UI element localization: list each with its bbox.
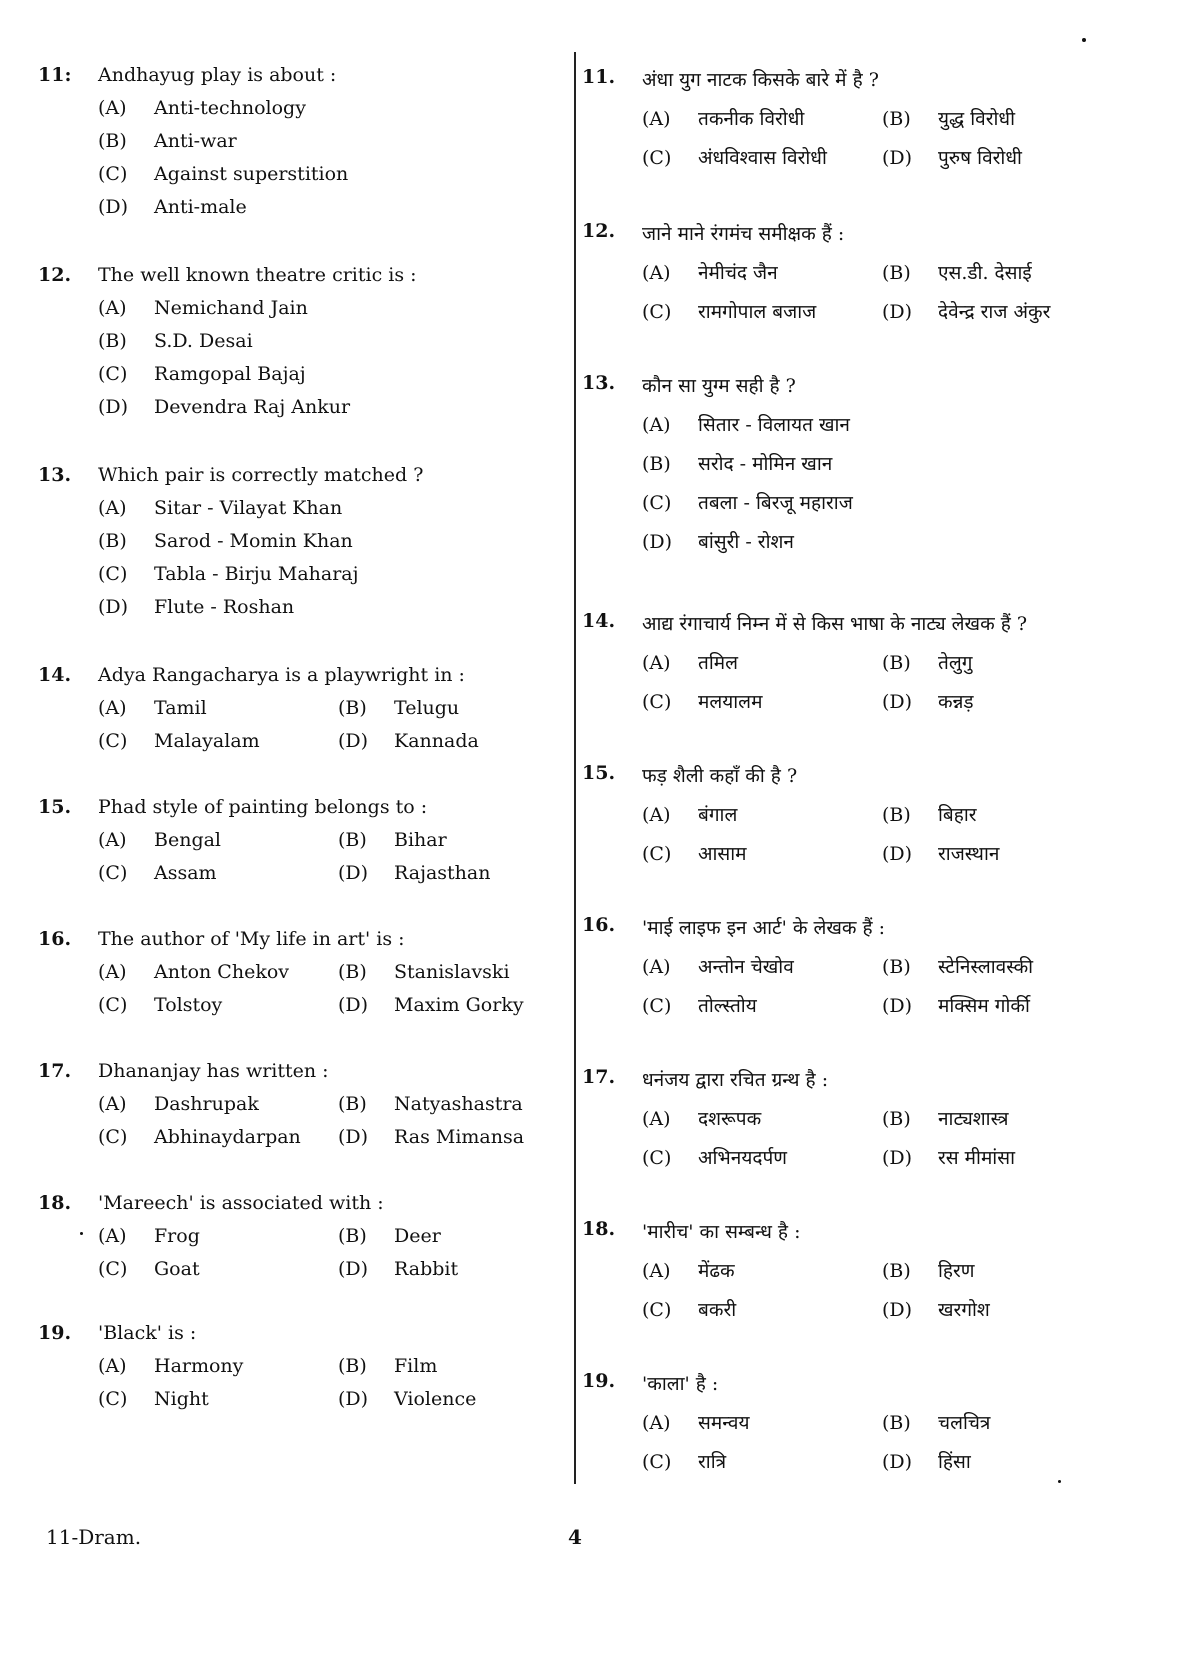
question-stem: Which pair is correctly matched ?	[98, 464, 424, 486]
option-text: मलयालम	[698, 691, 763, 713]
option-a	[98, 961, 289, 983]
option-text: दशरूपक	[698, 1108, 762, 1130]
option-label: (C)	[642, 691, 672, 713]
option-label: (B)	[882, 262, 911, 284]
option-label: (B)	[882, 1108, 911, 1130]
question-stem: 'Black' is :	[98, 1322, 197, 1344]
question-stem: The author of 'My life in art' is :	[98, 928, 405, 950]
option-b	[642, 450, 832, 476]
option-d	[98, 196, 247, 218]
option-label: (C)	[98, 1258, 128, 1280]
option-text: Film	[394, 1355, 438, 1377]
option-label: (B)	[882, 804, 911, 826]
option-label: (B)	[338, 829, 367, 851]
option-text: Abhinaydarpan	[154, 1126, 301, 1148]
option-text: Natyashastra	[394, 1093, 523, 1115]
option-label: (A)	[98, 1225, 127, 1247]
option-d	[98, 596, 294, 618]
option-a	[642, 1409, 749, 1435]
option-label: (D)	[338, 862, 369, 884]
question-number: 12.	[582, 220, 616, 242]
option-label: (A)	[98, 697, 127, 719]
option-a	[98, 297, 308, 319]
option-d	[338, 1388, 476, 1410]
option-label: (A)	[642, 262, 671, 284]
question-number: 15.	[38, 796, 72, 818]
option-a	[98, 1225, 200, 1247]
option-text: Ramgopal Bajaj	[154, 363, 306, 385]
option-c	[642, 298, 816, 324]
option-label: (A)	[98, 97, 127, 119]
option-b	[98, 130, 237, 152]
paper-code: 11-Dram.	[46, 1525, 142, 1549]
option-d	[882, 1448, 971, 1474]
option-label: (B)	[882, 652, 911, 674]
option-text: पुरुष विरोधी	[938, 147, 1022, 169]
option-label: (A)	[98, 497, 127, 519]
option-text: Rabbit	[394, 1258, 459, 1280]
option-text: नेमीचंद जैन	[698, 262, 778, 284]
option-text: Tamil	[154, 697, 207, 719]
option-text: Night	[154, 1388, 209, 1410]
option-text: Against superstition	[154, 163, 349, 185]
question-stem: Andhayug play is about :	[98, 64, 337, 86]
option-text: अन्तोन चेखोव	[698, 956, 794, 978]
option-c	[642, 992, 757, 1018]
option-c	[98, 994, 222, 1016]
option-d	[882, 688, 974, 714]
option-text: Nemichand Jain	[154, 297, 308, 319]
option-a	[98, 829, 221, 851]
option-c	[642, 1448, 726, 1474]
option-label: (C)	[642, 1299, 672, 1321]
question-stem: धनंजय द्वारा रचित ग्रन्थ है :	[642, 1069, 829, 1091]
option-text: राजस्थान	[938, 843, 1000, 865]
option-label: (D)	[882, 301, 913, 323]
question-stem: Dhananjay has written :	[98, 1060, 329, 1082]
option-d	[882, 1296, 990, 1322]
option-c	[642, 144, 827, 170]
option-text: Violence	[394, 1388, 477, 1410]
option-text: युद्ध विरोधी	[938, 108, 1016, 130]
page-number: 4	[568, 1525, 582, 1549]
option-label: (B)	[882, 1260, 911, 1282]
option-label: (B)	[98, 130, 127, 152]
option-text: बकरी	[698, 1299, 737, 1321]
question-stem: The well known theatre critic is :	[98, 264, 417, 286]
question-number: 16.	[582, 914, 616, 936]
option-text: मेंढक	[698, 1260, 735, 1282]
option-d	[338, 1126, 524, 1148]
option-label: (A)	[642, 956, 671, 978]
option-a	[642, 259, 778, 285]
question-number: 18.	[38, 1192, 72, 1214]
option-label: (C)	[98, 563, 128, 585]
option-label: (A)	[642, 1412, 671, 1434]
question-number: 17.	[582, 1066, 616, 1088]
option-text: Telugu	[394, 697, 460, 719]
option-text: देवेन्द्र राज अंकुर	[938, 301, 1051, 323]
option-label: (D)	[338, 994, 369, 1016]
option-label: (D)	[338, 1388, 369, 1410]
option-b	[338, 1093, 523, 1115]
option-b	[882, 105, 1015, 131]
option-label: (B)	[98, 530, 127, 552]
option-a	[642, 1257, 735, 1283]
option-label: (C)	[642, 147, 672, 169]
option-label: (B)	[338, 1225, 367, 1247]
question-number: 14.	[38, 664, 72, 686]
option-text: हिंसा	[938, 1451, 971, 1473]
option-text: Tabla - Birju Maharaj	[154, 563, 359, 585]
question-stem: आद्य रंगाचार्य निम्न में से किस भाषा के नाट्य लेखक हैं ?	[642, 613, 1028, 635]
option-d	[642, 528, 794, 554]
option-label: (D)	[98, 396, 129, 418]
option-label: (C)	[642, 492, 672, 514]
question-stem: कौन सा युग्म सही है ?	[642, 375, 796, 397]
option-text: तबला - बिरजू महाराज	[698, 492, 853, 514]
option-label: (A)	[642, 804, 671, 826]
option-label: (D)	[882, 843, 913, 865]
option-label: (D)	[882, 995, 913, 1017]
option-label: (A)	[642, 108, 671, 130]
option-b	[338, 829, 447, 851]
option-d	[338, 730, 479, 752]
option-c	[98, 730, 260, 752]
option-text: Rajasthan	[394, 862, 491, 884]
option-text: बिहार	[938, 804, 977, 826]
option-b	[338, 697, 459, 719]
option-label: (C)	[642, 995, 672, 1017]
option-text: आसाम	[698, 843, 747, 865]
option-b	[882, 953, 1033, 979]
question-number: 17.	[38, 1060, 72, 1082]
option-text: Anti-war	[154, 130, 237, 152]
question-stem: 'मारीच' का सम्बन्ध है :	[642, 1221, 801, 1243]
option-c	[642, 840, 747, 866]
question-number: 19.	[38, 1322, 72, 1344]
option-text: Anti-technology	[154, 97, 306, 119]
option-c	[98, 862, 217, 884]
question-number: 13.	[582, 372, 616, 394]
option-d	[338, 862, 490, 884]
option-label: (B)	[338, 961, 367, 983]
option-label: (D)	[98, 596, 129, 618]
option-d	[882, 992, 1030, 1018]
option-a	[98, 97, 306, 119]
option-text: रात्रि	[698, 1451, 727, 1473]
option-text: Maxim Gorky	[394, 994, 524, 1016]
option-label: (B)	[882, 956, 911, 978]
option-c	[98, 1258, 200, 1280]
option-b	[882, 1105, 1008, 1131]
question-number: 19.	[582, 1370, 616, 1392]
option-c	[642, 688, 762, 714]
question-number: 15.	[582, 762, 616, 784]
option-c	[98, 1388, 209, 1410]
option-text: तेलुगु	[938, 652, 973, 674]
option-label: (C)	[642, 843, 672, 865]
question-number: 12.	[38, 264, 72, 286]
question-stem: 'Mareech' is associated with :	[98, 1192, 384, 1214]
option-label: (C)	[98, 1126, 128, 1148]
option-a	[642, 953, 794, 979]
option-d	[882, 298, 1050, 324]
option-text: कन्नड़	[938, 691, 974, 713]
option-text: बांसुरी - रोशन	[698, 531, 794, 553]
option-label: (D)	[98, 196, 129, 218]
option-label: (C)	[98, 730, 128, 752]
option-label: (C)	[98, 862, 128, 884]
option-c	[642, 1144, 787, 1170]
option-b	[882, 1409, 990, 1435]
option-a	[642, 801, 737, 827]
option-d	[338, 994, 524, 1016]
question-stem: जाने माने रंगमंच समीक्षक हैं :	[642, 223, 845, 245]
option-text: Anti-male	[154, 196, 247, 218]
option-label: (D)	[882, 1451, 913, 1473]
question-stem: Phad style of painting belongs to :	[98, 796, 428, 818]
option-b	[338, 961, 510, 983]
option-text: रस मीमांसा	[938, 1147, 1015, 1169]
option-text: नाट्यशास्त्र	[938, 1108, 1009, 1130]
option-label: (D)	[882, 691, 913, 713]
question-stem: अंधा युग नाटक किसके बारे में है ?	[642, 69, 879, 91]
scan-speck	[1082, 38, 1086, 42]
option-label: (A)	[98, 297, 127, 319]
question-number: 18.	[582, 1218, 616, 1240]
option-label: (A)	[642, 1108, 671, 1130]
option-label: (C)	[98, 994, 128, 1016]
option-text: S.D. Desai	[154, 330, 253, 352]
option-b	[882, 259, 1032, 285]
option-label: (A)	[98, 1093, 127, 1115]
option-text: Malayalam	[154, 730, 260, 752]
option-text: Bengal	[154, 829, 222, 851]
option-label: (B)	[338, 1355, 367, 1377]
option-text: समन्वय	[698, 1412, 750, 1434]
option-label: (D)	[882, 1299, 913, 1321]
option-text: Stanislavski	[394, 961, 510, 983]
column-divider	[574, 52, 576, 1484]
option-text: बंगाल	[698, 804, 738, 826]
option-label: (B)	[642, 453, 671, 475]
option-label: (B)	[98, 330, 127, 352]
option-label: (D)	[338, 730, 369, 752]
question-number: 11.	[582, 66, 616, 88]
option-text: Deer	[394, 1225, 441, 1247]
question-stem: 'काला' है :	[642, 1373, 719, 1395]
option-c	[642, 1296, 736, 1322]
question-number: 16.	[38, 928, 72, 950]
option-label: (A)	[98, 1355, 127, 1377]
option-d	[338, 1258, 458, 1280]
option-a	[98, 497, 342, 519]
option-text: Ras Mimansa	[394, 1126, 525, 1148]
option-a	[642, 411, 850, 437]
option-label: (D)	[882, 147, 913, 169]
option-d	[882, 144, 1022, 170]
option-b	[882, 801, 977, 827]
option-b	[338, 1225, 441, 1247]
option-text: रामगोपाल बजाज	[698, 301, 817, 323]
option-text: स्टेनिस्लावस्की	[938, 956, 1034, 978]
option-text: तोल्स्तोय	[698, 995, 757, 1017]
option-label: (B)	[338, 1093, 367, 1115]
option-text: चलचित्र	[938, 1412, 991, 1434]
option-c	[98, 363, 306, 385]
option-label: (A)	[98, 961, 127, 983]
option-text: Dashrupak	[154, 1093, 259, 1115]
question-stem: फड़ शैली कहाँ की है ?	[642, 765, 798, 787]
option-c	[98, 563, 359, 585]
option-b	[338, 1355, 437, 1377]
option-text: Sarod - Momin Khan	[154, 530, 353, 552]
option-text: Anton Chekov	[154, 961, 290, 983]
option-text: Goat	[154, 1258, 200, 1280]
option-text: Bihar	[394, 829, 447, 851]
question-number: 11:	[38, 64, 72, 86]
option-text: सितार - विलायत खान	[698, 414, 850, 436]
option-b	[882, 649, 972, 675]
option-c	[98, 1126, 301, 1148]
option-label: (A)	[642, 1260, 671, 1282]
option-label: (C)	[98, 1388, 128, 1410]
option-c	[642, 489, 853, 515]
option-label: (C)	[642, 1147, 672, 1169]
option-a	[642, 1105, 761, 1131]
option-label: (B)	[882, 108, 911, 130]
option-text: अभिनयदर्पण	[698, 1147, 787, 1169]
option-label: (B)	[882, 1412, 911, 1434]
option-text: Harmony	[154, 1355, 244, 1377]
option-d	[98, 396, 350, 418]
option-text: Kannada	[394, 730, 479, 752]
option-b	[98, 330, 253, 352]
option-text: अंधविश्वास विरोधी	[698, 147, 827, 169]
option-text: तमिल	[698, 652, 738, 674]
option-label: (A)	[642, 652, 671, 674]
option-label: (D)	[338, 1126, 369, 1148]
option-label: (A)	[642, 414, 671, 436]
option-d	[882, 840, 999, 866]
option-label: (B)	[338, 697, 367, 719]
option-text: Tolstoy	[154, 994, 223, 1016]
scan-speck	[1058, 1480, 1061, 1483]
option-text: Flute - Roshan	[154, 596, 295, 618]
option-label: (D)	[338, 1258, 369, 1280]
option-label: (C)	[642, 1451, 672, 1473]
option-a	[642, 105, 804, 131]
option-a	[98, 1355, 243, 1377]
option-a	[98, 697, 207, 719]
option-label: (D)	[642, 531, 673, 553]
question-number: 14.	[582, 610, 616, 632]
option-b	[98, 530, 353, 552]
option-a	[98, 1093, 259, 1115]
option-label: (C)	[642, 301, 672, 323]
option-text: सरोद - मोमिन खान	[698, 453, 833, 475]
option-text: मक्सिम गोर्की	[938, 995, 1030, 1017]
option-text: Sitar - Vilayat Khan	[154, 497, 343, 519]
option-text: एस.डी. देसाई	[938, 262, 1032, 284]
option-text: Devendra Raj Ankur	[154, 396, 351, 418]
option-label: (A)	[98, 829, 127, 851]
option-text: Frog	[154, 1225, 200, 1247]
option-text: तकनीक विरोधी	[698, 108, 805, 130]
option-b	[882, 1257, 975, 1283]
option-a	[642, 649, 738, 675]
option-text: हिरण	[938, 1260, 975, 1282]
option-c	[98, 163, 348, 185]
option-label: (C)	[98, 163, 128, 185]
question-number: 13.	[38, 464, 72, 486]
question-stem: 'माई लाइफ इन आर्ट' के लेखक हैं :	[642, 917, 886, 939]
option-label: (D)	[882, 1147, 913, 1169]
scan-speck	[80, 1232, 83, 1235]
question-stem: Adya Rangacharya is a playwright in :	[98, 664, 465, 686]
option-d	[882, 1144, 1015, 1170]
option-text: Assam	[154, 862, 217, 884]
option-text: खरगोश	[938, 1299, 990, 1321]
option-label: (C)	[98, 363, 128, 385]
